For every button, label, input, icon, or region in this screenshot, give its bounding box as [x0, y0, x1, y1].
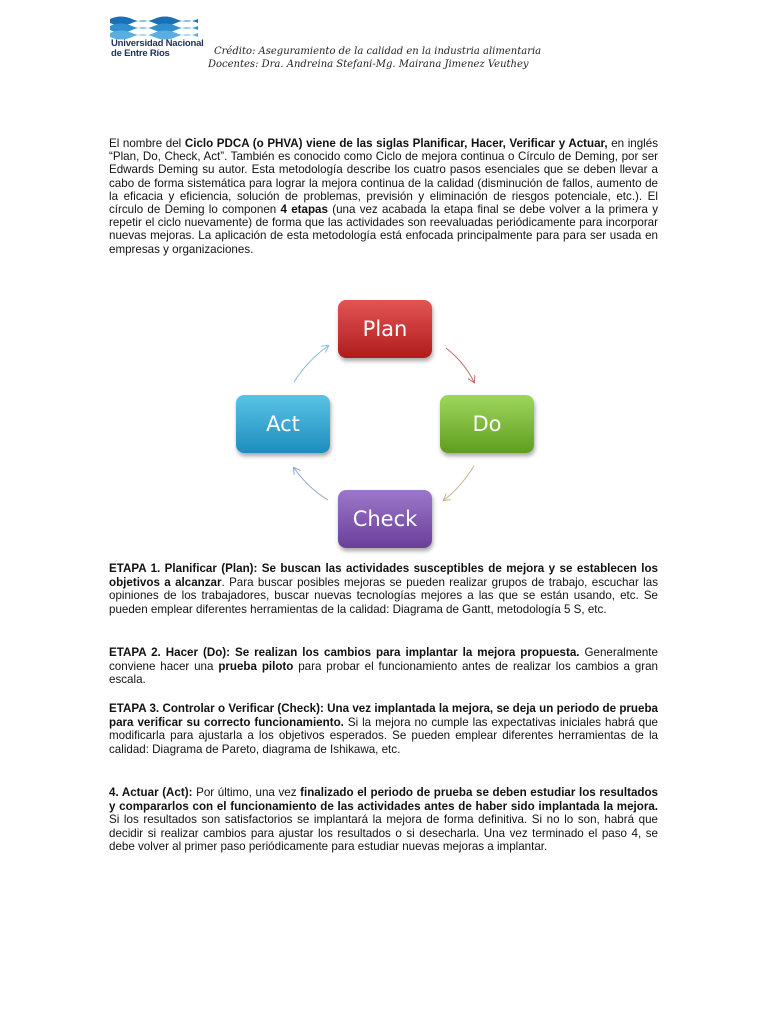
stage-bold: finalizado el periodo de prueba se deben estudiar los resultados y compararlos con el funcionamiento de las actividades antes de haber sido implantada la mejora. — [109, 786, 659, 813]
credit-line: Crédito: Aseguramiento de la calidad en la industria alimentaria — [214, 46, 542, 57]
stage-4-paragraph — [109, 786, 658, 854]
stage-heading: ETAPA 3. Controlar o Verificar (Check): Una vez implantada la mejora, se deja un periodo de prueba para verificar su correcto funcionamiento. — [109, 702, 658, 729]
stage-bold: prueba piloto — [218, 659, 294, 673]
check-node: Check — [338, 490, 432, 548]
stage-text: Si los resultados son satisfactorios se implantará la mejora de forma definitiva. Si no lo son, habrá que decidir si realizar cambios para ajustar los resultados o si desecharla. Una vez terminado el paso 4, se debe volver al primer paso periódicamente para estudiar nuevas mejoras a implantar. — [109, 813, 658, 854]
stage-text: Por último, una vez — [192, 786, 301, 799]
arrow-check-to-act — [294, 468, 328, 500]
stage-text: para probar el funcionamiento antes de realizar los cambios a gran escala. — [109, 659, 658, 687]
stage-2-paragraph — [109, 646, 658, 687]
do-node: Do — [440, 395, 534, 453]
teachers-line: Docentes: Dra. Andreina Stefani-Mg. Mairana Jimenez Veuthey — [208, 59, 529, 70]
stage-3-paragraph — [109, 702, 658, 756]
intro-bold: Ciclo PDCA (o PHVA) viene de las siglas Planificar, Hacer, Verificar y Actuar, — [184, 137, 608, 150]
stage-text: Si la mejora no cumple las expectativas iniciales habrá que modificarla para ajustarla a los objetivos esperados. Se pueden emplear diferentes herramientas de la calidad: Diagrama de Pareto, diagrama de Ishikawa, etc. — [109, 715, 658, 756]
page-header — [108, 12, 668, 82]
arrow-act-to-plan — [294, 346, 328, 382]
stage-heading: ETAPA 1. Planificar (Plan): Se buscan las actividades susceptibles de mejora y se establecen los objetivos a alcanzar — [109, 562, 658, 589]
intro-bold: 4 etapas — [280, 203, 328, 217]
university-name: Universidad Nacional de Entre Ríos — [111, 38, 204, 59]
stage-heading: ETAPA 2. Hacer (Do): Se realizan los cambios para implantar la mejora propuesta. — [109, 646, 580, 659]
arrow-do-to-check — [444, 466, 474, 500]
intro-paragraph — [109, 137, 658, 256]
course-credit — [208, 45, 542, 71]
stage-text: Generalmente conviene hacer una — [109, 646, 658, 673]
waves-icon — [110, 14, 200, 40]
stage-text: . Para buscar posibles mejoras se pueden realizar grupos de trabajo, escuchar las opiniones de los trabajadores, buscar nuevas tecnologías mejores a las que se están usando, etc. Se pueden emplear diferentes herramientas de la calidad: Diagrama de Gantt, metodología 5 S, etc. — [109, 575, 658, 616]
university-logo — [108, 12, 204, 62]
intro-text: El nombre del — [109, 137, 185, 150]
stage-heading: 4. Actuar (Act): — [109, 786, 193, 799]
arrow-plan-to-do — [446, 348, 474, 382]
plan-node: Plan — [338, 300, 432, 358]
stage-1-paragraph — [109, 562, 658, 616]
intro-text: en inglés “Plan, Do, Check, Act”. También es conocido como Ciclo de mejora continua o Círculo de Deming, por ser Edwards Deming su autor. Esta metodología describe los cuatro pasos esenciales que se deben llevar a cabo de forma sistemática para lograr la mejora continua de la calidad (disminución de fallos, aumento de la eficacia y eficiencia, solución de problemas, previsión y eliminación de riesgos potenciale, etc.). El círculo de Deming lo componen — [109, 137, 658, 217]
intro-text: (una vez acabada la etapa final se debe volver a la primera y repetir el ciclo nuevamente) de forma que las actividades son reevaluadas periódicamente para incorporar nuevas mejoras. La aplicación de esta metodología está enfocada principalmente para para ser usada en empresas y organizaciones. — [109, 203, 658, 256]
pdca-cycle-diagram — [232, 294, 542, 556]
act-node: Act — [236, 395, 330, 453]
